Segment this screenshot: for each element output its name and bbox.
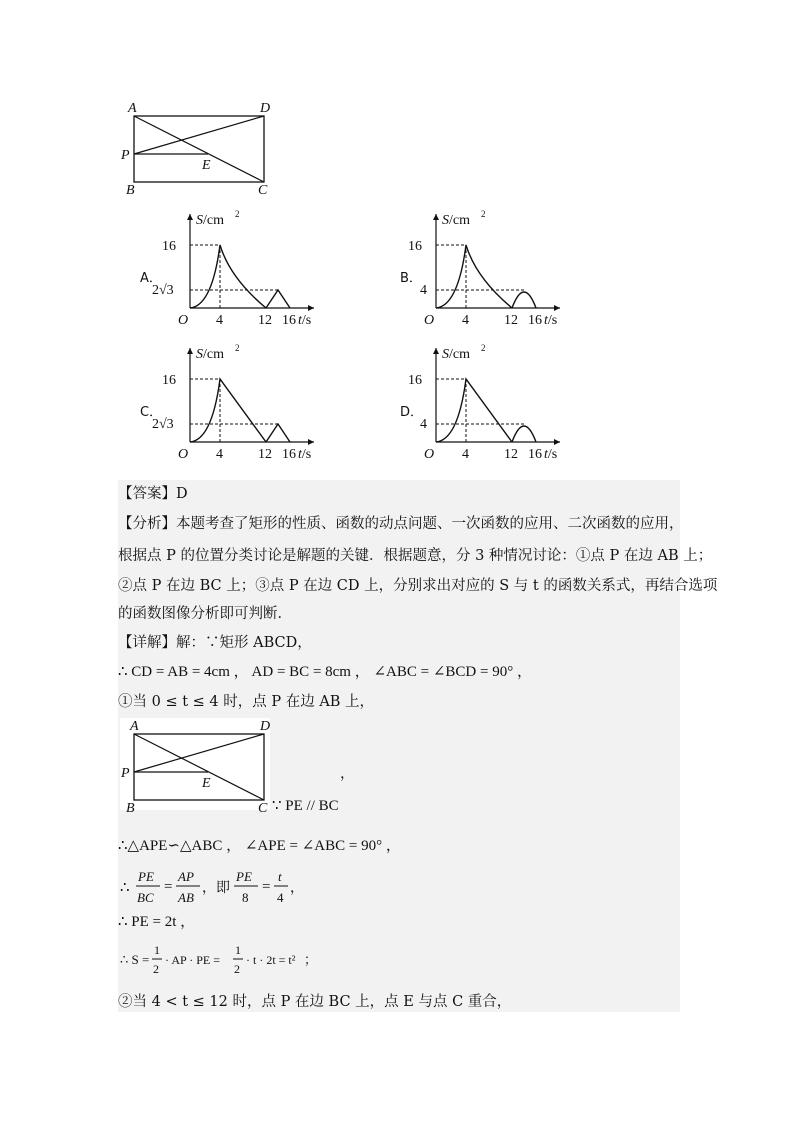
label-P: P: [121, 766, 130, 781]
ie-text: ，即: [202, 881, 230, 896]
graph-option-c: [138, 342, 328, 462]
figure-comma: ，: [340, 766, 355, 782]
frac3-num: PE: [236, 869, 252, 884]
x-axis-unit: t/s: [544, 447, 558, 462]
y-tick-16: 16: [162, 239, 176, 254]
frac1-num: PE: [138, 869, 154, 884]
label-A: A: [128, 101, 137, 116]
detail-line-2: ∴ CD = AB = 4cm ， AD = BC = 8cm ， ∠ABC = ∠BCD = 90° ，: [118, 664, 532, 680]
y-axis-unit: S/cm: [442, 347, 470, 362]
label-E: E: [202, 776, 211, 791]
frac4-num: t: [278, 869, 282, 884]
detail-line-3: ①当 0 ≤ t ≤ 4 时，点 P 在边 AB 上，: [118, 694, 375, 710]
analysis-line-3: ②点 P 在边 BC 上；③点 P 在边 CD 上，分别求出对应的 S 与 t 的函数关系式，再结合选项: [118, 578, 718, 594]
x-tick-4: 4: [216, 313, 223, 328]
x-tick-12: 12: [258, 447, 272, 462]
y-tick-low: 2√3: [152, 417, 174, 432]
label-E: E: [202, 158, 211, 173]
label-C: C: [258, 801, 268, 816]
y-tick-16: 16: [408, 373, 422, 388]
origin-label: O: [178, 447, 189, 462]
area-formula-line: [118, 938, 318, 982]
x-tick-4: 4: [462, 313, 469, 328]
area-end: ；: [304, 952, 318, 967]
y-axis-unit: S/cm: [196, 213, 224, 228]
y-axis-unit: S/cm: [196, 347, 224, 362]
x-tick-12: 12: [504, 447, 518, 462]
x-tick-12: 12: [504, 313, 518, 328]
x-tick-16: 16: [528, 313, 542, 328]
x-axis-unit: t/s: [544, 313, 558, 328]
frac4-den: 4: [277, 890, 284, 905]
detail-line-1: 【详解】解：∵矩形 ABCD，: [118, 635, 312, 651]
frac1-den: BC: [137, 890, 154, 905]
origin-label: O: [424, 313, 435, 328]
area-mid: · AP · PE =: [165, 953, 220, 967]
frac2-den: AB: [178, 890, 194, 905]
label-P: P: [121, 148, 130, 163]
x-tick-16: 16: [528, 447, 542, 462]
fraction-line: [118, 864, 318, 908]
half-den-1: 2: [153, 962, 159, 976]
graph-option-a: [138, 208, 328, 328]
origin-label: O: [424, 447, 435, 462]
label-C: C: [258, 183, 268, 198]
y-unit-sup: 2: [235, 209, 240, 219]
half-num-1: 1: [154, 943, 160, 957]
area-prefix: ∴ S =: [120, 952, 150, 967]
y-axis-unit: S/cm: [442, 213, 470, 228]
svg-text:=: =: [164, 879, 173, 895]
rectangle-figure: [112, 98, 282, 198]
analysis-line-4: 的函数图像分析即可判断．: [118, 606, 292, 622]
x-axis-unit: t/s: [298, 313, 312, 328]
analysis-line-2: 根据点 P 的位置分类讨论是解题的关键．根据题意，分 3 种情况讨论：①点 P 在边 AB 上；: [118, 548, 713, 564]
x-tick-16: 16: [282, 447, 296, 462]
option-label: B．: [400, 271, 422, 286]
x-tick-16: 16: [282, 313, 296, 328]
detail-line-8: ②当 4 < t ≤ 12 时，点 P 在边 BC 上，点 E 与点 C 重合，: [118, 994, 512, 1010]
y-tick-16: 16: [408, 239, 422, 254]
svg-text:=: =: [262, 879, 271, 895]
label-D: D: [260, 719, 271, 734]
x-tick-12: 12: [258, 313, 272, 328]
half-num-2: 1: [235, 943, 241, 957]
therefore-symbol: ∴: [120, 880, 130, 896]
rectangle-figure-2-drawing: [118, 716, 288, 816]
option-label: D．: [400, 405, 424, 420]
y-unit-sup: 2: [481, 209, 486, 219]
area-mid2: · t · 2t = t²: [246, 953, 296, 967]
x-axis-unit: t/s: [298, 447, 312, 462]
label-B: B: [126, 183, 135, 198]
frac-line-end: ，: [290, 881, 304, 896]
option-label: C．: [140, 405, 163, 420]
y-tick-16: 16: [162, 373, 176, 388]
label-A: A: [130, 719, 139, 734]
y-tick-low: 4: [420, 283, 427, 298]
detail-line-6: ∴ PE = 2t ，: [118, 914, 196, 930]
frac2-num: AP: [178, 869, 194, 884]
graph-option-b: [384, 208, 574, 328]
y-unit-sup: 2: [481, 343, 486, 353]
answer-label: 【答案】D: [118, 486, 188, 502]
parallel-statement: ∵ PE // BC: [272, 798, 339, 814]
y-tick-low: 4: [420, 417, 427, 432]
label-D: D: [260, 101, 271, 116]
label-B: B: [126, 801, 135, 816]
x-tick-4: 4: [216, 447, 223, 462]
analysis-line-1: 【分析】本题考查了矩形的性质、函数的动点问题、一次函数的应用、二次函数的应用，: [118, 516, 684, 532]
x-tick-4: 4: [462, 447, 469, 462]
frac3-den: 8: [242, 890, 249, 905]
y-tick-low: 2√3: [152, 283, 174, 298]
option-label: A．: [140, 271, 162, 286]
y-unit-sup: 2: [235, 343, 240, 353]
detail-line-4: ∴△APE∽△ABC ， ∠APE = ∠ABC = 90° ，: [118, 838, 401, 854]
origin-label: O: [178, 313, 189, 328]
half-den-2: 2: [234, 962, 240, 976]
graph-option-d: [384, 342, 574, 462]
